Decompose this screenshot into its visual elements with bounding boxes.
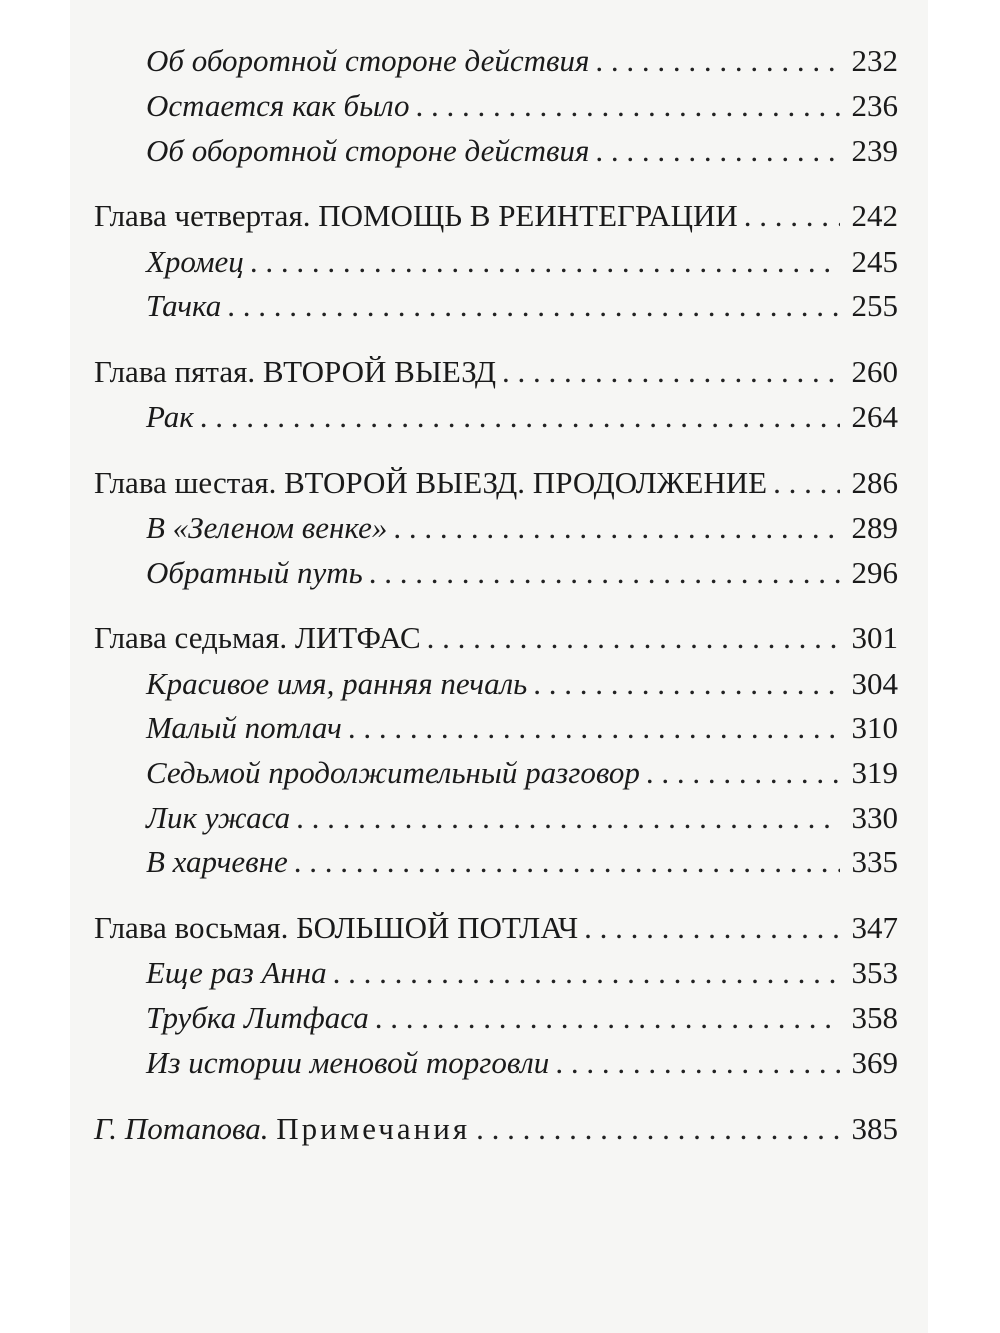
toc-entry-page: 264	[851, 399, 898, 434]
toc-entry-page: 260	[851, 354, 898, 389]
toc-leader-dots	[342, 706, 840, 750]
toc-entry	[146, 996, 898, 1040]
toc-leader-dots	[387, 506, 840, 550]
toc-entry-page: 358	[851, 1000, 898, 1035]
toc-leader-dots	[589, 129, 840, 173]
toc-entry-page: 353	[851, 955, 898, 990]
toc-entry-page: 301	[851, 620, 898, 655]
toc-leader-dots	[738, 194, 840, 238]
toc-entry-page: 232	[851, 43, 898, 78]
toc-entry-title: В харчевне	[146, 844, 288, 879]
toc-entry-page: 335	[851, 844, 898, 879]
toc-chapter-title	[94, 616, 421, 660]
toc-chapter-title	[94, 350, 496, 394]
toc-entry-page: 347	[851, 910, 898, 945]
toc-leader-dots	[527, 662, 840, 706]
toc-entry	[146, 951, 898, 995]
toc-entry-title: Еще раз Анна	[146, 955, 327, 990]
chapter-name: ВТОРОЙ ВЫЕЗД	[262, 354, 496, 389]
chapter-name: ЛИТФАС	[294, 620, 421, 655]
toc-entry-page: 296	[851, 555, 898, 590]
toc-entry-title: Обратный путь	[146, 555, 363, 590]
toc-entry-title: Тачка	[146, 288, 222, 323]
toc-leader-dots	[496, 350, 840, 394]
toc-entry-title: Об оборотной стороне действия	[146, 43, 590, 78]
chapter-number: Глава седьмая.	[94, 620, 295, 655]
toc-leader-dots	[290, 796, 840, 840]
chapter-name: ПОМОЩЬ В РЕИНТЕГРАЦИИ	[318, 198, 738, 233]
toc-leader-dots	[194, 395, 840, 439]
toc-leader-dots	[410, 84, 840, 128]
toc-entry-title: Лик ужаса	[146, 800, 291, 835]
toc-entry	[146, 796, 898, 840]
toc-chapter-title	[94, 194, 738, 238]
toc-entry	[146, 751, 898, 795]
chapter-name: ВТОРОЙ ВЫЕЗД. ПРОДОЛЖЕНИЕ	[284, 465, 768, 500]
toc-entry-title: Малый потлач	[146, 710, 342, 745]
toc-entry-page: 242	[851, 198, 898, 233]
toc-entry-title: Трубка Литфаса	[146, 1000, 369, 1035]
chapter-name: БОЛЬШОЙ ПОТЛАЧ	[296, 910, 579, 945]
toc-entry	[146, 240, 898, 284]
toc-entry	[146, 284, 898, 328]
toc-entry-page: 319	[851, 755, 898, 790]
toc-entry-title: Остается как было	[146, 88, 410, 123]
toc-leader-dots	[421, 616, 840, 660]
toc-chapter	[94, 616, 898, 660]
toc-chapter-title	[94, 1107, 470, 1151]
toc-entry-title: Об оборотной стороне действия	[146, 133, 590, 168]
toc-leader-dots	[244, 240, 840, 284]
toc-entry	[146, 1041, 898, 1085]
toc-leader-dots	[589, 39, 840, 83]
toc-leader-dots	[767, 461, 840, 505]
toc-entry	[146, 84, 898, 128]
toc-entry-title: Из истории меновой торговли	[146, 1045, 550, 1080]
toc-entry	[146, 395, 898, 439]
chapter-number: Глава восьмая.	[94, 910, 297, 945]
toc-entry	[146, 506, 898, 550]
toc-entry-title: В «Зеленом венке»	[146, 510, 388, 545]
toc-entry-page: 286	[851, 465, 898, 500]
toc-entry-title: Рак	[146, 399, 194, 434]
chapter-number: Глава пятая.	[94, 354, 263, 389]
author-name: Г. Потапова.	[94, 1111, 277, 1146]
toc-entry	[146, 39, 898, 83]
toc-entry	[146, 129, 898, 173]
toc-entry-page: 330	[851, 800, 898, 835]
toc-leader-dots	[470, 1107, 840, 1151]
toc-chapter-title	[94, 906, 578, 950]
toc-entry	[146, 551, 898, 595]
chapter-name: Примечания	[276, 1111, 471, 1146]
toc-entry	[146, 706, 898, 750]
toc-chapter	[94, 1107, 898, 1151]
toc-entry-page: 310	[851, 710, 898, 745]
toc-entry-page: 289	[851, 510, 898, 545]
toc-chapter-title	[94, 461, 767, 505]
toc-entry	[146, 662, 898, 706]
toc-leader-dots	[640, 751, 840, 795]
toc-leader-dots	[363, 551, 840, 595]
toc-entry-title: Красивое имя, ранняя печаль	[146, 666, 528, 701]
toc-chapter	[94, 461, 898, 505]
toc-chapter	[94, 194, 898, 238]
toc-chapter	[94, 350, 898, 394]
toc-chapter	[94, 906, 898, 950]
toc-entry-page: 245	[851, 244, 898, 279]
toc-leader-dots	[327, 951, 840, 995]
toc-entry-page: 304	[851, 666, 898, 701]
toc-entry-page: 255	[851, 288, 898, 323]
chapter-number: Глава шестая.	[94, 465, 285, 500]
toc-entry-page: 236	[851, 88, 898, 123]
toc-leader-dots	[369, 996, 840, 1040]
toc-entry-title: Седьмой продолжительный разговор	[146, 755, 640, 790]
toc-entry-page: 239	[851, 133, 898, 168]
toc-leader-dots	[288, 840, 840, 884]
toc-entry-page: 369	[851, 1045, 898, 1080]
toc-leader-dots	[578, 906, 840, 950]
toc-entry	[146, 840, 898, 884]
book-page	[70, 0, 928, 1333]
chapter-number: Глава четвертая.	[94, 198, 319, 233]
toc-entry-title: Хромец	[146, 244, 244, 279]
toc-leader-dots	[549, 1041, 840, 1085]
toc-entry-page: 385	[851, 1111, 898, 1146]
toc-leader-dots	[221, 284, 840, 328]
